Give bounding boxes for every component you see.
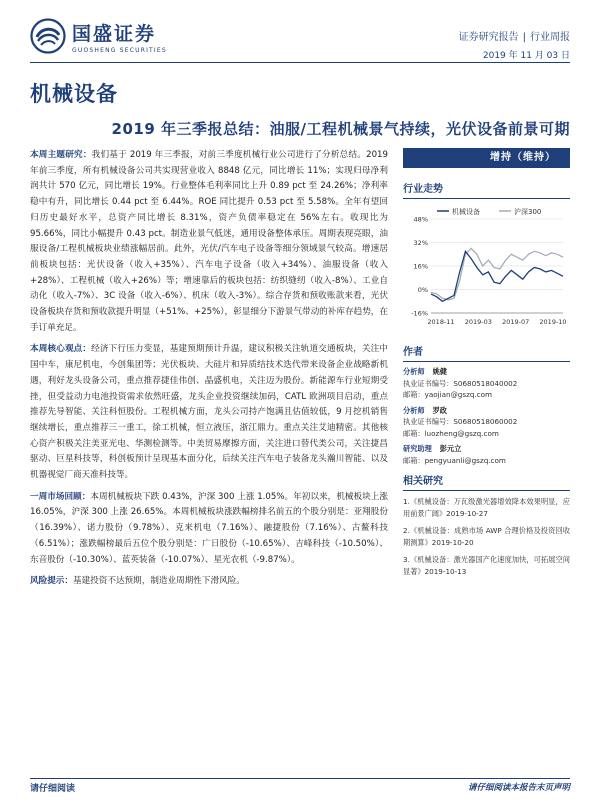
lead-risk: 风险提示： [30, 576, 73, 587]
footer-divider [30, 778, 570, 779]
lead-market-review: 一周市场回顾： [30, 491, 91, 502]
analyst-2-license: 执业证书编号：S0680518060002 [403, 417, 518, 426]
paragraph-core-view [30, 342, 388, 483]
report-type: 证券研究报告 | 行业周报 [458, 32, 570, 43]
legend-label-csi300: 沪深300 [514, 208, 542, 216]
report-title: 2019 年三季报总结：油服/工程机械景气持续，光伏设备前景可期 [111, 120, 570, 138]
report-kind: 行业周报 [530, 32, 570, 43]
assistant-email[interactable]: 邮箱：pengyuanli@gszq.com [403, 455, 506, 465]
x-tick-label-0: 2018-11 [427, 318, 455, 326]
analyst-2-name: 罗政 [432, 405, 447, 415]
analyst-1 [403, 366, 570, 401]
related-report-1[interactable]: 1.《机械设备：万瓦级激光器增效降本效果明显，应用前景广阔》2019-10-27 [403, 497, 570, 518]
text-topic-research: 我们基于 2019 年三季报，对前三季度机械行业公司进行了分析总结。2019 年前三季度，所有机械设备公司共实现营业收入 8848 亿元，同比增长 11%；实现归母净利润共计 570 亿元，同比增长 19%。行业整体毛利率同比上升 0.89 pct 至 24.26%；净利率稳中有升，同比增长 0.44 pct 至 6.44%。ROE 同比提升 0.53 pct 至 5.58%。全年有望回归历史最好水平，总资产同比增长 8.31%，资产负债率稳定在 56%左右。收现比为 95.66%，同比小幅提升 0.43 pct。制造业景气低迷，通用设备整体承压。周期表现亮眼，油服设备/工程机械板块业绩涨幅居前。此外，光伏/汽车电子设备等细分领域景气较高。增速居前板块包括：光伏设备（收入+35%）、汽车电子设备（收入+34%）、油服设备（收入+28%）、工程机械（收入+26%）等；增速靠后的板块包括：纺织缝纫（收入-8%）、工业自动化（收入-7%）、3C 设备（收入-6%）、机床（收入-3%）。综合存货和预收账款来看，光伏设备板块存货和预收款提升明显（+51%、+25%），彰显细分下游景气带动的补库存趋势，在手订单充足。 [30, 150, 388, 333]
report-body [30, 148, 388, 596]
guosheng-logo-icon [30, 18, 66, 54]
y-tick-label-0: 48% [413, 215, 428, 224]
series-line-machinery [431, 251, 563, 301]
paragraph-market-review [30, 490, 388, 569]
lead-topic-research: 本周主题研究： [30, 150, 92, 160]
y-tick-label-2: 16% [413, 262, 428, 271]
analyst-1-email[interactable]: 邮箱：yaojian@gszq.com [403, 390, 493, 399]
text-core-view: 经济下行压力变显，基建预期预计升温，建议积极关注轨道交通板块，关注中国中车，康尼机电，今创集团等；光伏板块、大硅片和异质结技术迭代带来设备企业战略新机遇，利好龙头设备公司，重点推荐捷佳伟创、晶盛机电，关注迈为股份。新能源车行业短期受挫，但受益动力电池投资需求依然旺盛，龙头企业投资继续加码，CATL 欧洲项目启动，重点推荐先导智能、关注科恒股份。工程机械方面，龙头公司持产饱满且估值较低，9 月挖机销售继续增长，重点推荐三一重工，徐工机械，恒立液压，浙江鼎力。重点关注艾迪精密。其他核心资产积极关注美亚光电、华测检测等。中美贸易摩擦方面，关注进口替代类公司，关注捷昌驱动、巨星科技等，科创板预计呈现基本面分化，后续关注汽车电子装备龙头瀚川智能、以及机器视觉厂商天准科技等。 [30, 344, 388, 481]
paragraph-topic-research [30, 148, 388, 336]
x-tick-label-1: 2019-03 [464, 318, 492, 326]
analyst-2-role: 分析师 [403, 405, 425, 415]
report-date: 2019 年 11 月 03 日 [482, 51, 570, 61]
assistant-role: 研究助理 [403, 444, 432, 453]
y-tick-label-4: -16% [411, 309, 428, 318]
lead-core-view: 本周核心观点： [30, 344, 92, 355]
footer-notice-left: 请仔细阅读 [30, 784, 76, 794]
trend-chart-svg [403, 205, 570, 335]
x-tick-label-2: 2019-07 [502, 318, 530, 326]
research-assistant [403, 443, 570, 466]
assistant-name: 彭元立 [439, 444, 462, 453]
related-section-title: 相关研究 [403, 472, 570, 491]
paragraph-risk [30, 574, 388, 590]
x-tick-label-3: 2019-10 [539, 318, 567, 326]
analyst-2-email[interactable]: 邮箱：luozheng@gszq.com [403, 428, 499, 438]
analyst-1-license: 执业证书编号：S0680518040002 [403, 378, 518, 388]
text-market-review: 本周机械板块下跌 0.43%，沪深 300 上涨 1.05%。年初以来，机械板块上涨 16.05%，沪深 300 上涨 26.65%。本周机械板块涨跌幅榜排名前五的个股分别是：亚翔股份（16.39%）、诺力股份（9.78%）、克来机电（7.16%）、融捷股份（7.16%）、古鳌科技（6.51%）；涨跌幅榜最后五位个股分别是：广日股份（-10.65%）、吉峰科技（-10.50%）、东音股份（-10.30%）、蓝英装备（-10.07%）、星光农机（-9.87%）。 [30, 491, 388, 565]
text-risk: 基建投资不达预期，制造业周期性下滑风险。 [72, 576, 245, 587]
industry-title: 机械设备 [30, 82, 118, 106]
header-divider [30, 62, 570, 63]
related-report-2[interactable]: 2.《机械设备：成熟市场 AWP 合理价格及投资回收期测算》2019-10-20 [403, 526, 570, 547]
authors-section-title: 作者 [403, 343, 570, 362]
company-logo [30, 18, 167, 54]
trend-chart [403, 205, 570, 335]
footer-disclaimer: 请仔细阅读本报告末页声明 [467, 783, 570, 793]
report-category: 证券研究报告 [458, 32, 519, 43]
y-tick-label-3: 0% [417, 286, 428, 294]
report-footer [30, 781, 570, 795]
sidebar [403, 148, 570, 578]
logo-english-name: GUOSHENG SECURITIES [72, 46, 167, 54]
series-line-csi300 [431, 248, 563, 299]
trend-section-title: 行业走势 [403, 180, 570, 199]
analyst-2 [403, 405, 570, 440]
rating-badge: 增持（维持） [403, 148, 570, 168]
related-report-3[interactable]: 3.《机械设备：激光器国产化速度加快，可拓展空间显著》2019-10-13 [403, 555, 570, 576]
legend-label-machinery: 机械设备 [452, 208, 480, 216]
logo-chinese-name: 国盛证券 [72, 22, 157, 45]
analyst-1-role: 分析师 [403, 367, 425, 376]
report-header [30, 18, 570, 68]
analyst-1-name: 姚健 [432, 367, 447, 376]
y-tick-label-1: 32% [413, 239, 428, 247]
